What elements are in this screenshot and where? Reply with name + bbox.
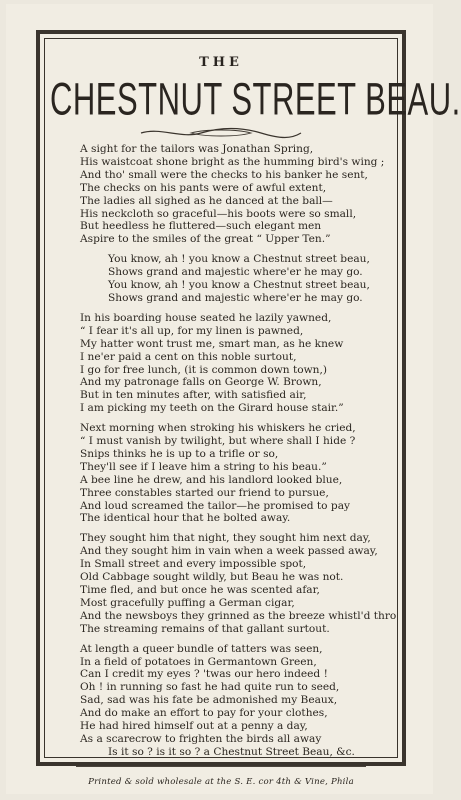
heading-the: THE [199, 55, 243, 70]
verse-stanza [50, 312, 392, 415]
verse-stanza [50, 143, 392, 246]
poem-line: Old Cabbage sought wildly, but Beau he was not. [80, 571, 344, 584]
poem-line: And my patronage falls on George W. Brown, [80, 376, 322, 389]
poem-line: Next morning when stroking his whiskers he cried, [80, 422, 356, 435]
verse-stanza [50, 532, 397, 635]
poem-line: But heedless he fluttered—such elegant men [80, 220, 322, 233]
poem-line: And loud screamed the tailor—he promised to pay [80, 499, 351, 512]
poem-line: And tho' small were the checks to his banker he sent, [80, 168, 368, 181]
poem-line: He had hired himself out at a penny a day, [80, 720, 308, 733]
poem-body [50, 143, 397, 759]
poem-line: Most gracefully puffing a German cigar, [80, 596, 295, 609]
poem-line: In a field of potatoes in Germantown Green, [80, 655, 317, 668]
footer-rule [76, 766, 366, 767]
printer-imprint: Printed & sold wholesale at the S. E. cor 4th & Vine, Phila [88, 776, 354, 787]
poem-line: The ladies all sighed as he danced at the ball— [80, 194, 333, 207]
poem-line: Shows grand and majestic where'er he may go. [108, 291, 363, 304]
poem-line: And they sought him in vain when a week passed away, [80, 545, 378, 558]
poem-line: In his boarding house seated he lazily yawned, [80, 311, 332, 324]
poem-line: I go for free lunch, (it is common down town,) [80, 363, 327, 376]
poem-line: The identical hour that he bolted away. [80, 512, 291, 525]
poem-line: His neckcloth so graceful—his boots were so small, [80, 207, 357, 220]
poem-line: I am picking my teeth on the Girard house stair.” [80, 402, 344, 415]
poem-line: In Small street and every impossible spot, [80, 558, 307, 571]
poem-line: Is it so ? is it so ? a Chestnut Street Beau, &c. [108, 745, 355, 758]
poem-line: As a scarecrow to frighten the birds all away [80, 732, 322, 745]
poem-line: “ I must vanish by twilight, but where shall I hide ? [80, 435, 356, 448]
verse-stanza [50, 422, 392, 525]
poem-line: My hatter wont trust me, smart man, as he knew [80, 337, 344, 350]
poem-line: His waistcoat shone bright as the humming bird's wing ; [80, 155, 385, 168]
chorus-stanza [50, 253, 392, 305]
poem-line: Shows grand and majestic where'er he may go. [108, 266, 363, 279]
poem-line: And the newsboys they grinned as the breeze whistl'd thro [80, 609, 397, 622]
poem-line: Oh ! in running so fast he had quite run to seed, [80, 681, 340, 694]
poem-line: I ne'er paid a cent on this noble surtout, [80, 350, 297, 363]
poem-line: The checks on his pants were of awful extent, [80, 181, 327, 194]
poem-line: They sought him that night, they sought him next day, [80, 532, 371, 545]
poem-line: Aspire to the smiles of the great “ Upper Ten.” [80, 233, 331, 246]
poem-line: At length a queer bundle of tatters was seen, [80, 642, 323, 655]
broadside-content [50, 44, 461, 787]
poem-line: The streaming remains of that gallant surtout. [80, 622, 330, 635]
poem-line: A sight for the tailors was Jonathan Spring, [80, 143, 314, 155]
poem-line: Three constables started our friend to pursue, [80, 486, 329, 499]
poem-line: Snips thinks he is up to a trifle or so, [80, 447, 279, 460]
poem-line: A bee line he drew, and his landlord looked blue, [80, 473, 343, 486]
poem-line: But in ten minutes after, with satisfied air, [80, 389, 307, 402]
verse-stanza [50, 643, 392, 759]
poem-line: You know, ah ! you know a Chestnut street beau, [108, 253, 370, 266]
poem-line: Can I credit my eyes ? 'twas our hero indeed ! [80, 668, 328, 681]
poem-line: You know, ah ! you know a Chestnut street beau, [108, 279, 370, 292]
poem-line: And do make an effort to pay for your clothes, [80, 707, 328, 720]
poem-line: “ I fear it's all up, for my linen is pawned, [80, 324, 304, 337]
poem-line: Sad, sad was his fate be admonished my Beaux, [80, 694, 338, 707]
song-title: CHESTNUT STREET BEAU. [50, 74, 461, 125]
poem-line: Time fled, and but once he was scented afar, [80, 584, 320, 596]
poem-line: They'll see if I leave him a string to his beau.” [80, 460, 327, 473]
